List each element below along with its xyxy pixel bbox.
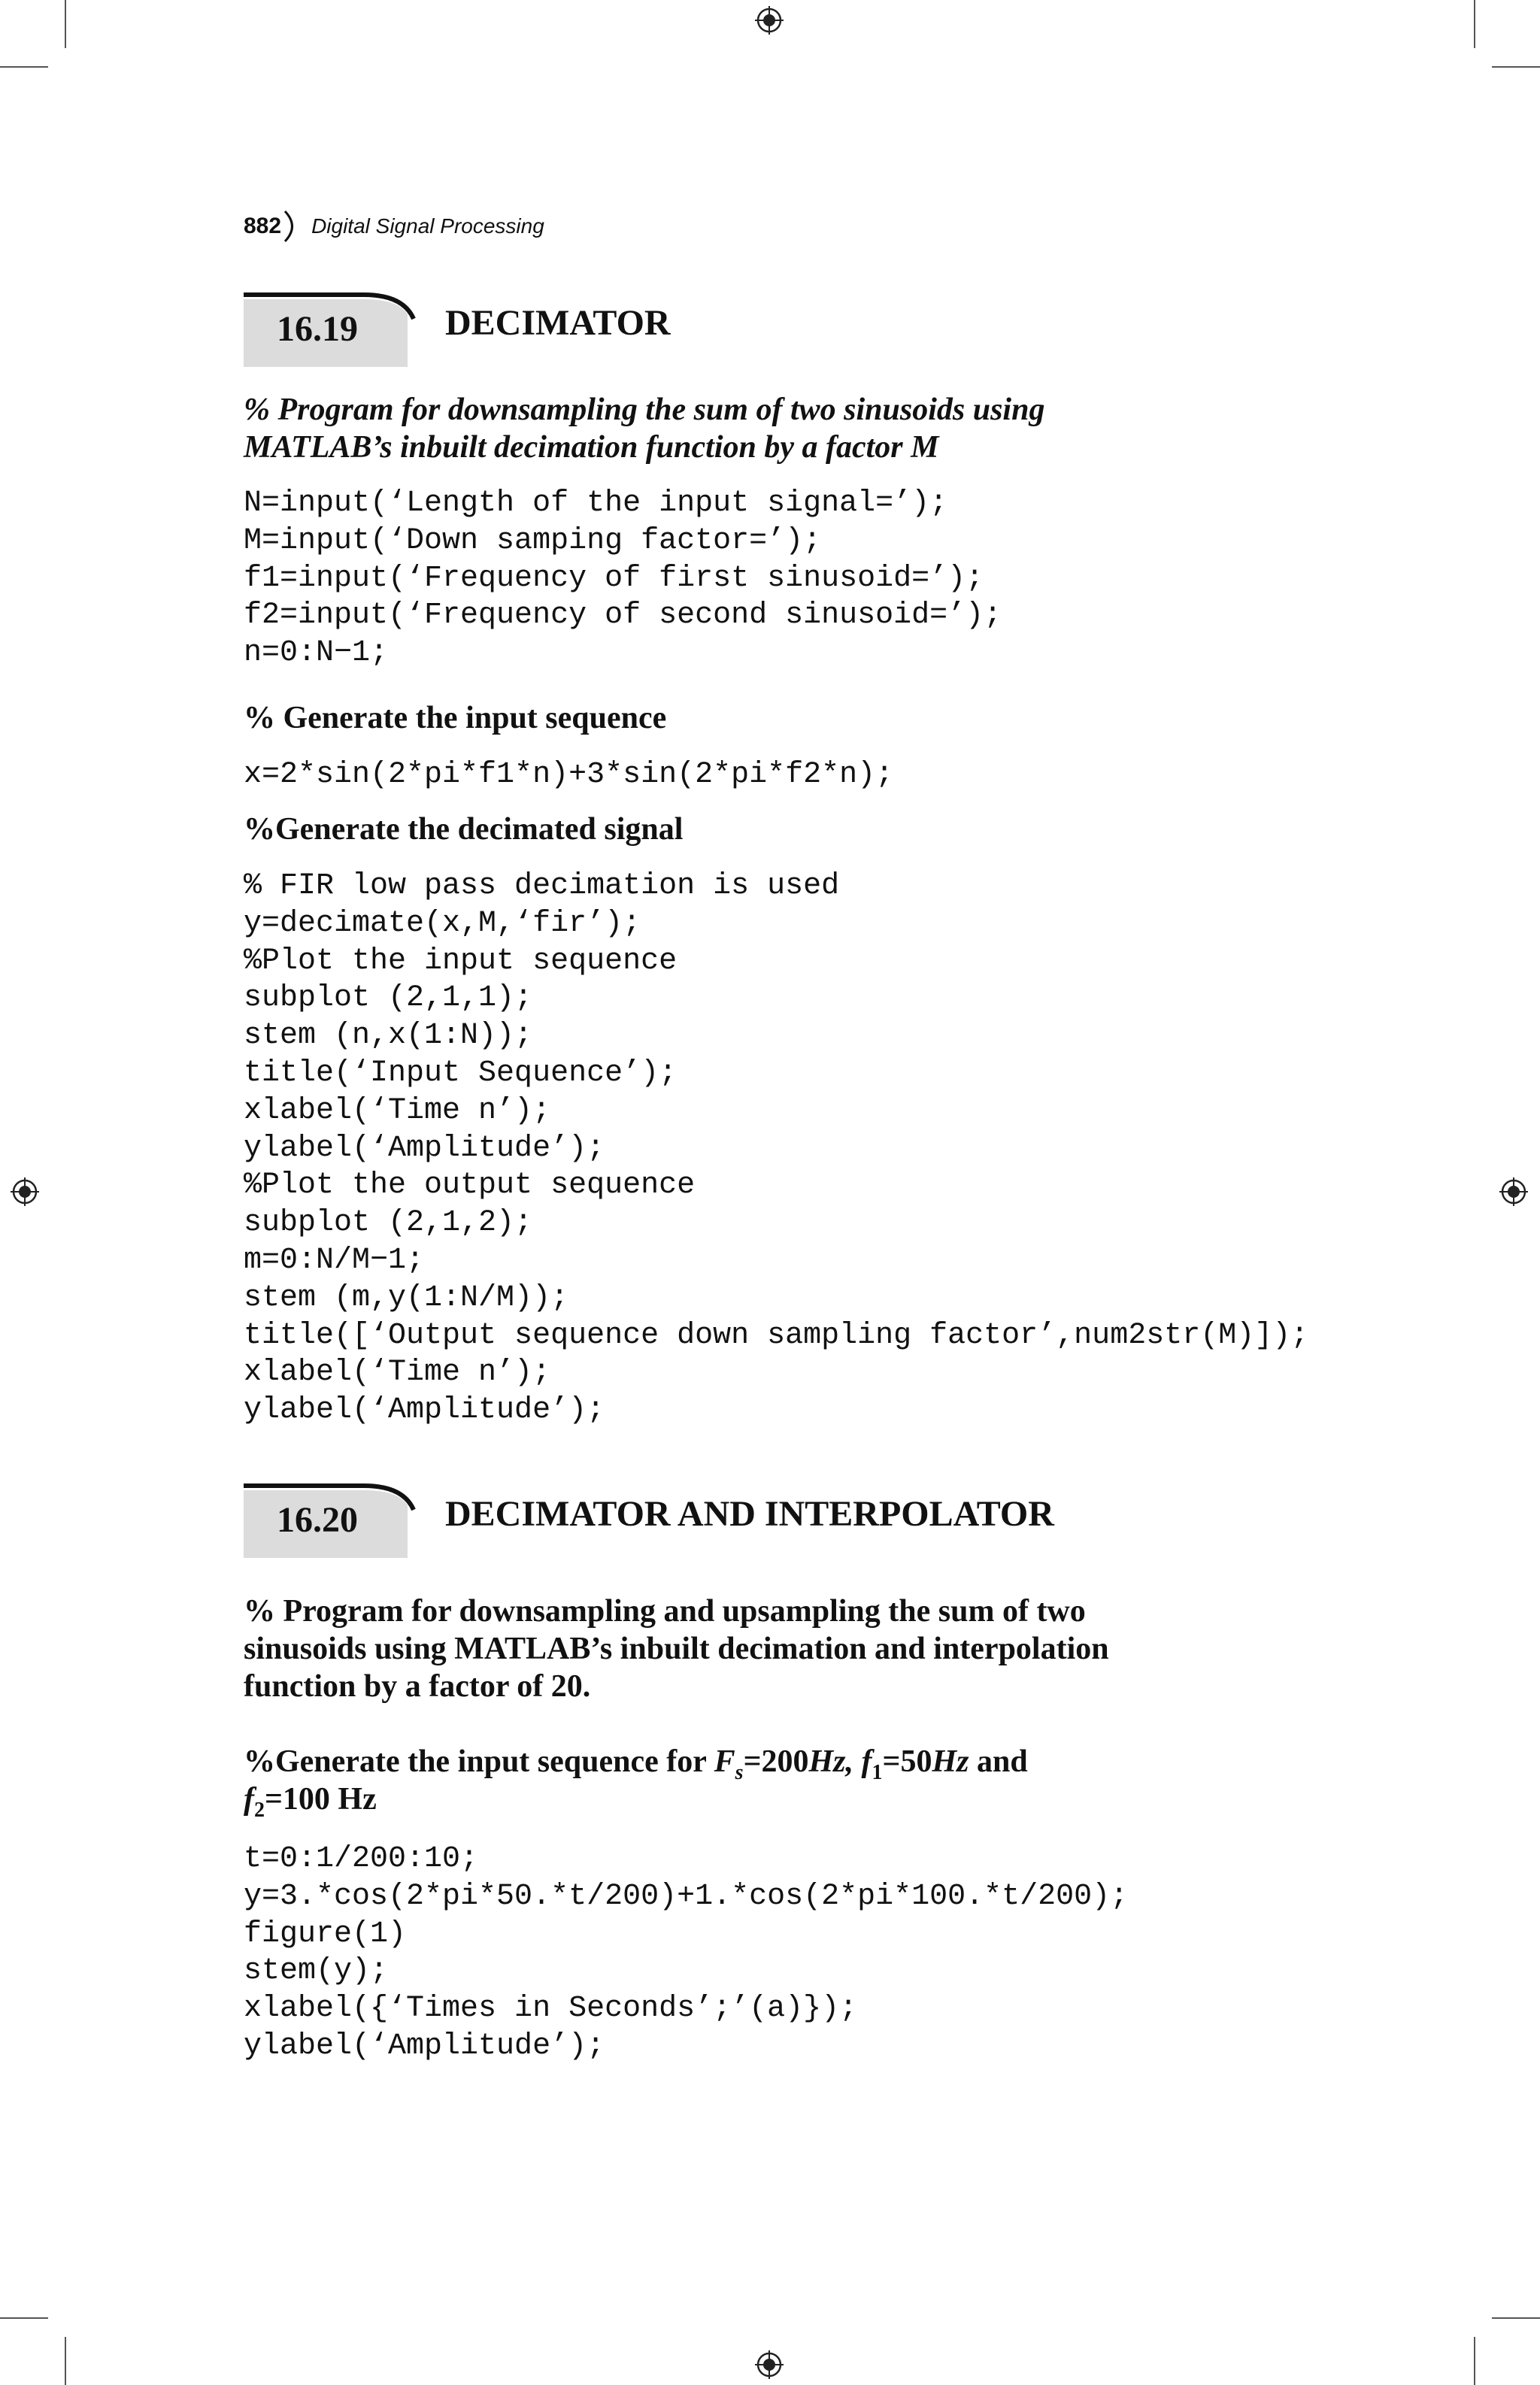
- fs-symbol: F: [714, 1744, 735, 1779]
- code-block-interpolation: t=0:1/200:10; y=3.*cos(2*pi*50.*t/200)+1.*cos(2*pi*100.*t/200); figure(1) stem(y); xlabel({‘Times in Seconds’;’(a)}); ylabel(‘Amplitude’);: [244, 1842, 1129, 2063]
- intro-comment-line: function by a factor of 20.: [244, 1669, 591, 1704]
- generate-decimated-comment: %Generate the decimated signal: [244, 812, 684, 847]
- section-number: 16.19: [277, 309, 358, 349]
- registration-mark-icon: [755, 6, 784, 35]
- fs-value: =200: [743, 1744, 809, 1779]
- fs-subscript: s: [735, 1761, 744, 1784]
- and-text: and: [969, 1744, 1028, 1779]
- running-title: Digital Signal Processing: [311, 214, 544, 238]
- f1-symbol: f: [861, 1744, 872, 1779]
- f2-value: =100 Hz: [265, 1782, 377, 1817]
- code-block-input-parameters: N=input(‘Length of the input signal=’); M=input(‘Down samping factor=’); f1=input(‘Frequency of first sinusoid=’); f2=input(‘Frequency of second sinusoid=’); n=0:N−1;: [244, 486, 1002, 671]
- registration-mark-icon: [1499, 1177, 1528, 1206]
- page-number: 882: [244, 214, 282, 238]
- section-number: 16.20: [277, 1500, 358, 1540]
- generate-input-comment: % Generate the input sequence: [244, 701, 667, 735]
- intro-comment-line: % Program for downsampling and upsampling the sum of two: [244, 1594, 1086, 1629]
- crop-mark-top-right-horizontal: [1492, 66, 1540, 68]
- f1-subscript: 1: [872, 1761, 883, 1784]
- crop-mark-bottom-right-vertical: [1474, 2337, 1475, 2385]
- section-title: DECIMATOR: [445, 303, 671, 343]
- generate-input-comment: [244, 1743, 1296, 1822]
- crop-mark-bottom-right-horizontal: [1492, 2317, 1540, 2319]
- registration-mark-icon: [755, 2350, 784, 2379]
- header-arc-icon: [283, 210, 301, 243]
- intro-comment: [244, 1593, 1296, 1705]
- code-block-decimation-plot: % FIR low pass decimation is used y=decimate(x,M,‘fir’); %Plot the input sequence subplot (2,1,1); stem (n,x(1:N)); title(‘Input Sequence’); xlabel(‘Time n’); ylabel(‘Amplitude’); %Plot the output sequence subplot (2,1,2); m=0:N/M−1; stem (m,y(1:N/M)); title([‘Output sequence down sampling factor’,num2str(M)]); xlabel(‘Time n’); ylabel(‘Amplitude’);: [244, 869, 1309, 1428]
- intro-comment-line: MATLAB’s inbuilt decimation function by a factor M: [244, 430, 939, 465]
- running-header: [244, 208, 544, 245]
- crop-mark-bottom-left-vertical: [65, 2337, 66, 2385]
- intro-comment-line: % Program for downsampling the sum of two sinusoids using: [244, 392, 1045, 427]
- f1-unit: Hz: [932, 1744, 969, 1779]
- crop-mark-top-right-vertical: [1474, 0, 1475, 48]
- f2-subscript: 2: [254, 1799, 265, 1822]
- comment-prefix: %Generate the input sequence for: [244, 1744, 714, 1779]
- fs-unit: Hz,: [808, 1744, 854, 1779]
- intro-comment-line: sinusoids using MATLAB’s inbuilt decimation and interpolation: [244, 1632, 1109, 1666]
- section-heading-16-20: [244, 1480, 1296, 1555]
- code-block-input-sequence: x=2*sin(2*pi*f1*n)+3*sin(2*pi*f2*n);: [244, 758, 894, 792]
- section-heading-16-19: [244, 289, 1296, 364]
- crop-mark-top-left-horizontal: [0, 66, 48, 68]
- crop-mark-top-left-vertical: [65, 0, 66, 48]
- registration-mark-icon: [11, 1177, 39, 1206]
- f2-symbol: f: [244, 1782, 254, 1817]
- section-title: DECIMATOR AND INTERPOLATOR: [445, 1494, 1054, 1534]
- intro-comment: [244, 391, 1296, 466]
- f1-value: =50: [882, 1744, 932, 1779]
- crop-mark-bottom-left-horizontal: [0, 2317, 48, 2319]
